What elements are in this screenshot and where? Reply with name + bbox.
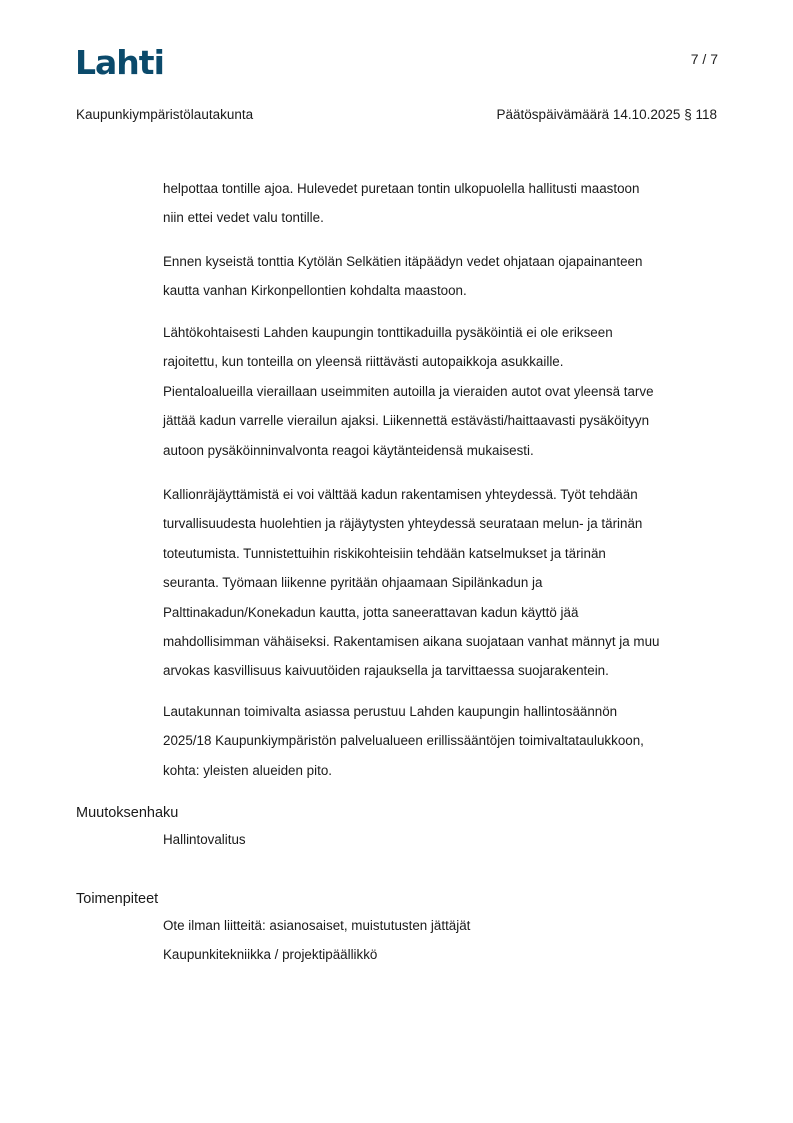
- action-item: Ote ilman liitteitä: asianosaiset, muistutusten jättäjät: [163, 918, 471, 933]
- decision-date-label: Päätöspäivämäärä: [496, 107, 610, 122]
- paragraph-line: Ennen kyseistä tonttia Kytölän Selkätien itäpäädyn vedet ohjataan ojapainanteen: [163, 254, 643, 269]
- paragraph-line: autoon pysäköinninvalvonta reagoi käytänteidensä mukaisesti.: [163, 442, 534, 458]
- decision-date: 14.10.2025: [612, 107, 681, 122]
- appeal-value: Hallintovalitus: [163, 832, 246, 847]
- paragraph-line: jättää kadun varrelle vierailun ajaksi. Liikennettä estävästi/haittaavasti pysäköityyn: [163, 413, 650, 429]
- page-number: 7 / 7: [690, 51, 718, 67]
- paragraph-line: kohta: yleisten alueiden pito.: [163, 762, 332, 778]
- paragraph-line: Lähtökohtaisesti Lahden kaupungin tonttikaduilla pysäköintiä ei ole erikseen: [163, 325, 613, 340]
- action-item: Kaupunkitekniikka / projektipäällikkö: [163, 947, 378, 962]
- paragraph-line: turvallisuudesta huolehtien ja räjäytysten yhteydessä seurataan melun- ja tärinän: [163, 516, 643, 532]
- paragraph-line: mahdollisimman vähäiseksi. Rakentamisen aikana suojataan vanhat männyt ja muu: [163, 634, 660, 650]
- paragraph-line: Kallionräjäyttämistä ei voi välttää kadun rakentamisen yhteydessä. Työt tehdään: [163, 487, 638, 502]
- paragraph-line: kautta vanhan Kirkonpellontien kohdalta maastoon.: [163, 283, 467, 299]
- paragraph-4: [163, 480, 733, 686]
- appeal-heading: Muutoksenhaku: [76, 805, 179, 821]
- lahti-logo: Lahti: [75, 43, 164, 82]
- paragraph-3: [163, 318, 733, 465]
- paragraph-5: [163, 697, 733, 785]
- paragraph-line: seuranta. Työmaan liikenne pyritään ohjaamaan Sipilänkadun ja: [163, 575, 543, 591]
- actions-heading: Toimenpiteet: [76, 891, 159, 907]
- paragraph-line: rajoitettu, kun tonteilla on yleensä riittävästi autopaikkoja asukkaille.: [163, 354, 564, 370]
- decision-info: [497, 107, 717, 122]
- paragraph-line: niin ettei vedet valu tontille.: [163, 210, 324, 226]
- paragraph-line: arvokas kasvillisuus kaivuutöiden rajauksella ja tarvittaessa suojarakentein.: [163, 663, 609, 679]
- paragraph-2: [163, 247, 733, 306]
- paragraph-line: helpottaa tontille ajoa. Hulevedet puretaan tontin ulkopuolella hallitusti maastoon: [163, 181, 640, 196]
- paragraph-line: Pientaloalueilla vieraillaan useimmiten autoilla ja vieraiden autot ovat yleensä tarve: [163, 383, 654, 399]
- paragraph-line: toteutumista. Tunnistettuihin riskikohteisiin tehdään katselmukset ja tärinän: [163, 545, 606, 561]
- committee-name: Kaupunkiympäristölautakunta: [76, 107, 254, 122]
- paragraph-line: 2025/18 Kaupunkiympäristön palvelualueen erillissääntöjen toimivaltataulukkoon,: [163, 733, 644, 749]
- paragraph-line: Palttinakadun/Konekadun kautta, jotta saneerattavan kadun käyttö jää: [163, 604, 579, 620]
- section-number: § 118: [684, 107, 717, 122]
- paragraph-line: Lautakunnan toimivalta asiassa perustuu Lahden kaupungin hallintosäännön: [163, 704, 618, 719]
- paragraph-1: [163, 174, 733, 233]
